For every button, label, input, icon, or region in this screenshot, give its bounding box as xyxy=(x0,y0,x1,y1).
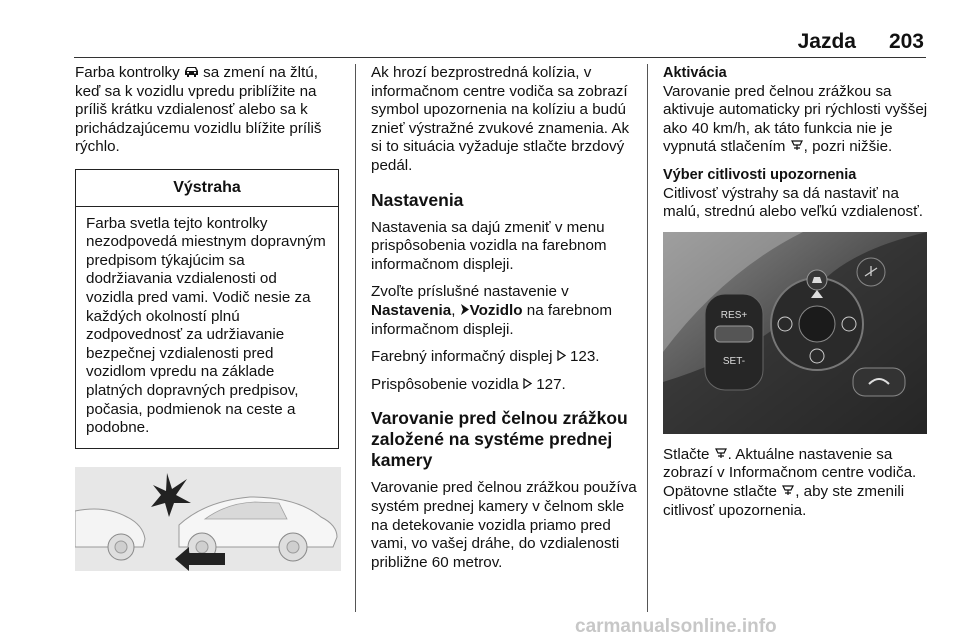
settings-paragraph: Nastavenia sa dajú zmeniť v menu prispôsobenia vozidla na farebnom informačnom displeji. xyxy=(371,218,607,273)
following-distance-icon xyxy=(790,138,804,157)
car-front-icon xyxy=(184,64,199,83)
text-span: Zvoľte príslušné nastavenie v xyxy=(371,283,569,301)
text-span: na farebnom informačnom displeji. xyxy=(371,301,613,338)
text-span: Prispôsobenie vozidla xyxy=(371,375,523,393)
heading-settings: Nastavenia xyxy=(371,189,464,210)
sensitivity-paragraph: Citlivosť výstrahy sa dá nastaviť na malú, strednú alebo veľkú vzdialenosť. xyxy=(663,184,924,221)
text-span: , pozri nižšie. xyxy=(803,138,893,156)
text-span: Stlačte xyxy=(663,445,714,463)
activation-paragraph xyxy=(663,83,933,157)
settings-path-paragraph xyxy=(371,283,639,339)
personalization-reference xyxy=(371,376,639,395)
press-paragraph xyxy=(663,446,933,520)
menu-arrow-icon xyxy=(460,302,470,321)
text-span: . Aktuálne nastavenie sa zobrazí v Informačnom centre vodiča. Opätovne stlačte xyxy=(663,445,917,500)
text-span: , aby ste zmenili citlivosť upozornenia. xyxy=(663,482,905,519)
watermark: carmanualsonline.info xyxy=(575,616,777,637)
column-right xyxy=(663,64,933,529)
text-span: , xyxy=(451,301,460,319)
header-divider xyxy=(74,57,926,58)
text-span: Varovanie pred čelnou zrážkou sa aktivuje automaticky pri rýchlosti vyššej ako 40 km/h, ak táto funkcia nie je vypnutá stlačením xyxy=(663,82,928,156)
warning-title: Výstraha xyxy=(76,170,338,207)
page-reference-triangle-icon xyxy=(557,348,566,367)
page-reference-triangle-icon xyxy=(523,376,532,395)
subheading-sensitivity: Výber citlivosti upozornenia xyxy=(663,166,857,183)
column-middle xyxy=(371,64,639,581)
display-reference xyxy=(371,348,639,367)
camera-warning-paragraph: Varovanie pred čelnou zrážkou používa systém prednej kamery v čelnom skle na detekovanie vozidla priamo pred vami, vo vašej dráhe, do vzdialenosti približne 60 metrov. xyxy=(371,479,637,571)
heading-camera-warning: Varovanie pred čelnou zrážkou založené na systéme prednej kamery xyxy=(371,408,628,471)
page-number: 203 xyxy=(888,30,924,53)
settings-link: Nastavenia xyxy=(371,301,452,319)
set-label: SET- xyxy=(722,355,746,367)
text-span: sa zmení na žltú, keď sa k vozidlu vpredu priblížite na príliš krátku vzdialenosť alebo sa k prichádzajúcemu vozidlu blížite príliš rýchlo. xyxy=(75,64,322,156)
collision-illustration xyxy=(75,467,341,571)
warning-box xyxy=(75,169,339,449)
subheading-activation: Aktivácia xyxy=(663,65,727,81)
collision-paragraph: Ak hrozí bezprostredná kolízia, v informačnom centre vodiča sa zobrazí symbol upozornenia na kolíziu a budú znieť výstražné zvukové znamenia. Ak si to situácia vyžaduje stlačte brzdový pedál. xyxy=(371,64,630,174)
warning-text: Farba svetla tejto kontrolky nezodpovedá miestnym dopravným predpisom týkajúcim sa dodržiavania vzdialenosti od vozidla pred vami. Vodič nesie za každých okolností plnú zodpovednosť za udržiavanie bezpečnej vzdialenosti pred vozidlom vpredu na základe platných dopravných predpisov, počasia, podmienok na ceste a podobne. xyxy=(86,214,326,437)
text-span: Farebný informačný displej xyxy=(371,348,557,366)
text-span: Farba kontrolky xyxy=(75,64,184,81)
vehicle-link: Vozidlo xyxy=(469,301,523,319)
steering-wheel-controls-photo xyxy=(663,232,927,434)
text-span: 127. xyxy=(531,375,566,393)
text-span: 123. xyxy=(565,348,600,366)
section-title: Jazda xyxy=(797,30,856,53)
column-divider xyxy=(355,64,356,612)
following-distance-icon xyxy=(714,446,728,465)
column-left xyxy=(75,64,341,571)
following-distance-icon xyxy=(781,483,795,502)
column-divider xyxy=(647,64,648,612)
intro-paragraph xyxy=(75,64,341,157)
res-label: RES+ xyxy=(720,309,748,321)
